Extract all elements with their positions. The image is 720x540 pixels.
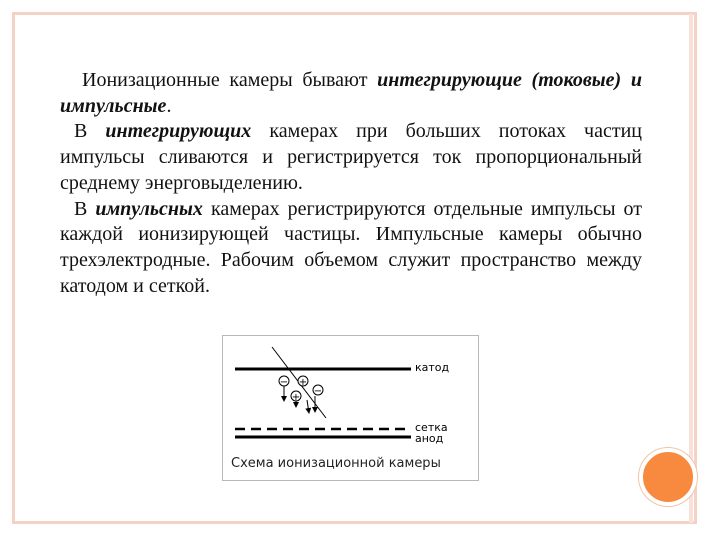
- decorative-circle: [639, 448, 697, 506]
- positive-ion-2-sign: +: [291, 392, 301, 403]
- negative-ion-sign: −: [279, 377, 289, 388]
- p3-text-c: камерах регистрируются отдельные импульсы от каждой ионизирующей частицы. Импульсные камеры обычно трехэлектродные. Рабочим объемом служит пространство между катодом и сеткой.: [60, 197, 642, 297]
- p1-emphasis: интегрирующие (токовые) и импульсные: [60, 69, 642, 117]
- p2-text-c: камерах при больших потоках частиц импульсы сливаются и регистрируется ток пропорциональный среднему энерговыделению.: [60, 120, 643, 194]
- cathode-label: катод: [415, 361, 450, 374]
- paragraph-2: [60, 119, 642, 196]
- grid-label: сетка: [415, 421, 448, 434]
- p1-text-c: .: [166, 94, 172, 117]
- p3-emphasis: импульсных: [95, 197, 203, 220]
- body-text: [60, 68, 642, 299]
- ionization-chamber-diagram: [222, 335, 479, 481]
- slide-frame-edge: [689, 14, 693, 523]
- p1-text-a: Ионизационные камеры бывают: [82, 69, 378, 91]
- diagram-caption: Схема ионизационной камеры: [231, 456, 441, 471]
- anode-label: анод: [415, 432, 444, 445]
- diagram-svg: [223, 336, 478, 480]
- paragraph-3: [60, 197, 642, 300]
- p3-text-a: В: [74, 197, 96, 220]
- negative-ion-2-sign: −: [313, 386, 323, 397]
- p2-emphasis: интегрирующих: [105, 120, 252, 143]
- positive-ion-sign: +: [298, 377, 308, 388]
- p2-text-a: В: [74, 120, 106, 143]
- paragraph-1: [60, 68, 642, 119]
- ion-arrow-4: [307, 400, 309, 413]
